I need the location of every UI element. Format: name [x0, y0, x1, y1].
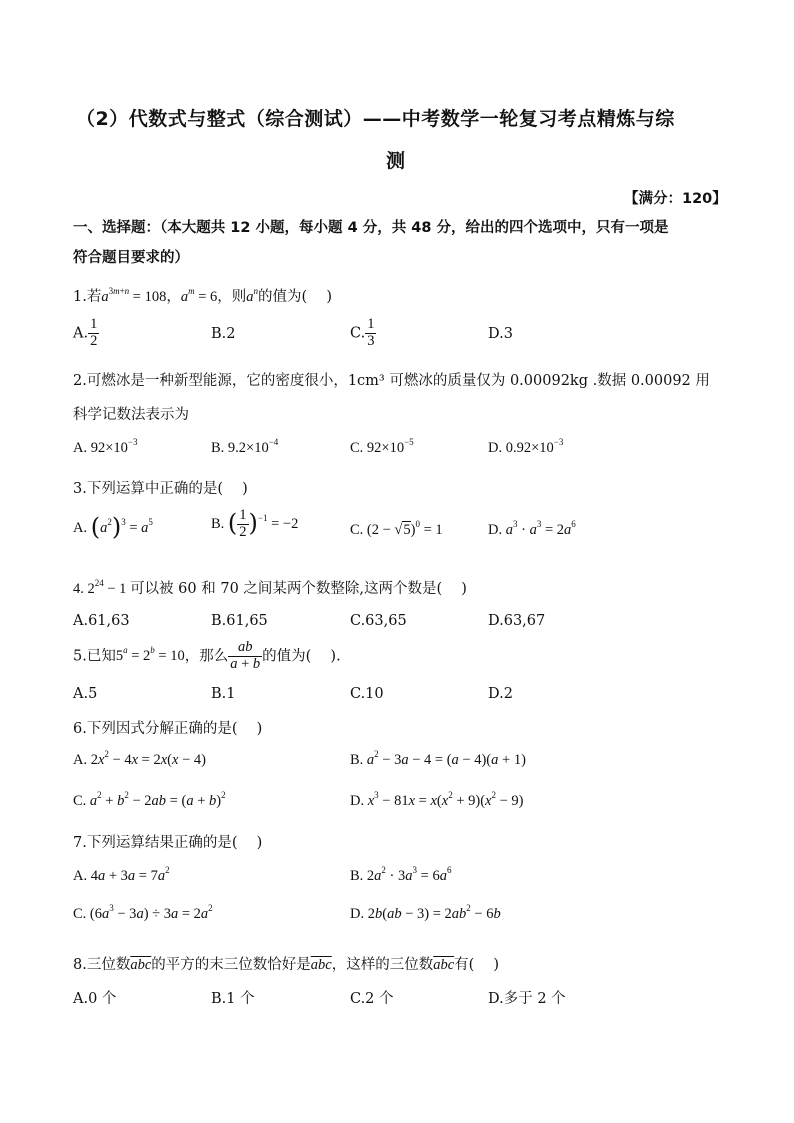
- question-6-option-a: A. $2x^2 - 4x = 2x(x - 4)$: [73, 749, 206, 768]
- question-2-option-d: D. $0.92\times 10^{-3}$: [488, 437, 564, 456]
- question-1-option-c: C. $\frac{1}{3}$: [350, 316, 375, 349]
- question-2-stem: 2.可燃冰是一种新型能源，它的密度很小，1cm³ 可燃冰的质量仅为 0.00092kg .数据 0.00092 用: [73, 373, 710, 389]
- question-3-option-c: C. $(2 - √5)^0 = 1$: [350, 519, 443, 538]
- question-6-option-d: D. $x^3 - 81x = x(x^2 + 9)(x^2 - 9)$: [350, 790, 524, 809]
- question-8-option-d: D.多于 2 个: [488, 991, 566, 1007]
- question-7-stem: 7.下列运算结果正确的是( ): [73, 835, 263, 851]
- question-5-stem: 5.已知$5^a = 2^b = 10$，那么 $\frac{ab}{a + b}$ 的值为( ).: [73, 639, 341, 672]
- question-3-stem: 3.下列运算中正确的是( ): [73, 481, 248, 497]
- section-heading-continued: 符合题目要求的）: [73, 250, 189, 266]
- question-2-option-b: B. $9.2\times 10^{-4}$: [211, 437, 279, 456]
- question-6-stem: 6.下列因式分解正确的是( ): [73, 721, 263, 737]
- question-7-option-a: A. $4a + 3a = 7a^2$: [73, 865, 170, 884]
- question-5-option-b: B.1: [211, 686, 236, 702]
- question-4-stem: 4. $2^{24} - 1$ 可以被 60 和 70 之间某两个数整除,这两个数是( ): [73, 578, 467, 597]
- page-title-continued: 测: [386, 150, 406, 172]
- question-3-option-a: A. $(a^2)^3 = a^5$: [73, 513, 153, 541]
- question-2-stem-continued: 科学记数法表示为: [73, 407, 189, 423]
- section-heading: 一、选择题：（本大题共 12 小题，每小题 4 分，共 48 分，给出的四个选项中，只有一项是: [73, 220, 669, 236]
- question-4-option-b: B.61,65: [211, 613, 268, 629]
- question-5-option-c: C.10: [350, 686, 384, 702]
- question-8-stem: 8.三位数$\overline{abc}$的平方的末三位数恰好是$\overline{abc}$，这样的三位数$\overline{abc}$有( ): [73, 957, 500, 973]
- question-4-option-c: C.63,65: [350, 613, 407, 629]
- question-1-stem: 1.若$a^{3m+n} = 108$，$a^m = 6$，则$a^n$的值为( ): [73, 286, 332, 305]
- question-8-option-c: C.2 个: [350, 991, 394, 1007]
- question-1-option-a: A. $\frac{1}{2}$: [73, 316, 98, 349]
- question-4-option-d: D.63,67: [488, 613, 546, 629]
- question-2-option-a: A. $92\times 10^{-3}$: [73, 437, 138, 456]
- question-6-option-b: B. $a^2 - 3a - 4 = (a - 4)(a + 1)$: [350, 749, 526, 768]
- question-8-option-b: B.1 个: [211, 991, 255, 1007]
- page-title: （2）代数式与整式（综合测试）——中考数学一轮复习考点精炼与综: [76, 108, 675, 130]
- question-7-option-d: D. $2b(ab - 3) = 2ab^2 - 6b$: [350, 903, 501, 922]
- question-3-option-d: D. $a^3 \cdot a^3 = 2a^6$: [488, 519, 576, 538]
- question-8-option-a: A.0 个: [73, 991, 117, 1007]
- question-5-option-a: A.5: [73, 686, 98, 702]
- question-6-option-c: C. $a^2 + b^2 - 2ab = (a + b)^2$: [73, 790, 226, 809]
- question-7-option-c: C. $(6a^3 - 3a) \div 3a = 2a^2$: [73, 903, 213, 922]
- question-7-option-b: B. $2a^2 \cdot 3a^3 = 6a^6$: [350, 865, 452, 884]
- full-score: 【满分：120】: [624, 191, 727, 207]
- question-1-option-d: D.3: [488, 326, 513, 342]
- question-4-option-a: A.61,63: [73, 613, 130, 629]
- question-5-option-d: D.2: [488, 686, 513, 702]
- question-3-option-b: B. ( $\frac{1}{2}$ )$^{-1}$ = −2: [211, 507, 299, 540]
- question-1-option-b: B.2: [211, 326, 236, 342]
- question-2-option-c: C. $92\times 10^{-5}$: [350, 437, 414, 456]
